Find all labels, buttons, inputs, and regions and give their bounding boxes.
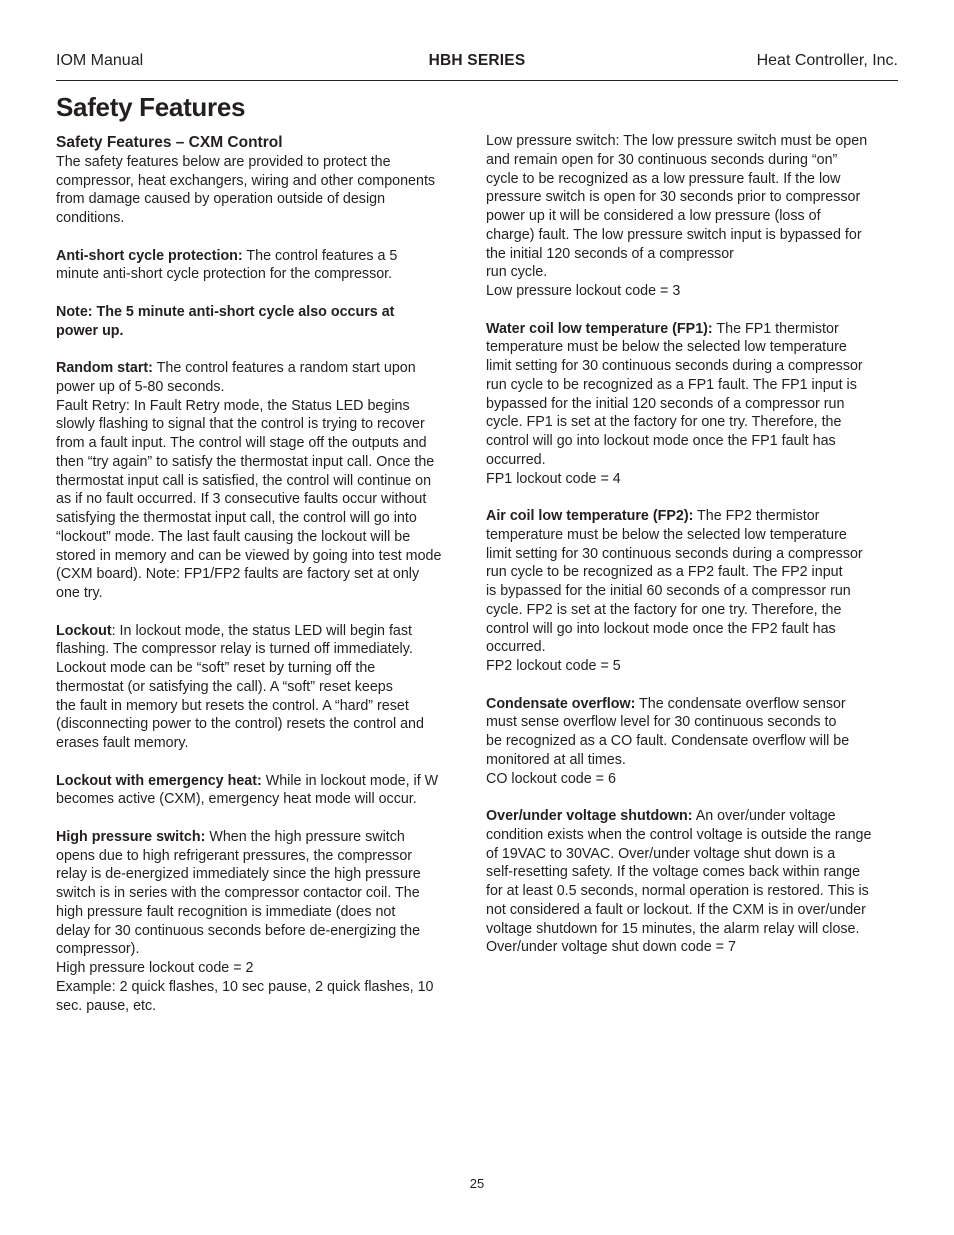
fp1-text: The FP1 thermistor temperature must be below the selected low temperature limit setting for 30 continuous seconds during a compressor run cycle to be recognized as a FP1 fault. The FP1 input is bypassed for the initial 120 seconds of a compressor run cycle. FP1 is set at the factory for one try. Therefore, the control will go into lockout mode once the FP1 fault has occurred. FP1 lockout code = 4: [486, 320, 863, 487]
high-pressure-label: High pressure switch:: [56, 828, 206, 845]
condensate-section: [486, 695, 900, 789]
lockout-emergency-text: While in lockout mode, if W becomes active (CXM), emergency heat mode will occur.: [56, 772, 439, 808]
lockout-label: Lockout: [56, 622, 112, 639]
page-title: Safety Features: [56, 92, 246, 122]
fp2-label: Air coil low temperature (FP2):: [486, 508, 694, 524]
header-series: HBH SERIES: [428, 52, 526, 69]
lockout-section: [56, 622, 468, 753]
left-column: [56, 132, 468, 1015]
lockout-emergency-label: Lockout with emergency heat:: [56, 772, 262, 789]
fp1-section: [486, 320, 900, 489]
condensate-text: The condensate overflow sensor must sense overflow level for 30 continuous seconds to be recognized as a CO fault. Condensate overflow will be monitored at all times. CO lockout code = 6: [486, 695, 850, 787]
fp2-section: [486, 507, 900, 676]
voltage-section: [486, 807, 900, 957]
anti-short-section: [56, 247, 468, 285]
right-column: [486, 132, 900, 957]
random-start-label: Random start:: [56, 360, 153, 376]
header-company: Heat Controller, Inc.: [756, 52, 898, 69]
fp1-label: Water coil low temperature (FP1):: [486, 320, 713, 337]
power-up-note: Note: The 5 minute anti-short cycle also occurs at power up.: [56, 303, 395, 339]
page-header: [56, 52, 898, 76]
high-pressure-section: [56, 828, 468, 1016]
header-manual-type: IOM Manual: [56, 52, 144, 69]
lockout-text: : In lockout mode, the status LED will begin fast flashing. The compressor relay is turned off immediately. Lockout mode can be “soft” reset by turning off the thermostat (or satisfying the call). A “soft” reset keeps the fault in memory but resets the control. A “hard” reset (disconnecting power to the control) resets the control and erases fault memory.: [56, 622, 424, 751]
random-start-section: [56, 359, 468, 603]
anti-short-label: Anti-short cycle protection:: [56, 247, 243, 264]
header-rule: [56, 80, 898, 81]
random-start-text: The control features a random start upon power up of 5-80 seconds. Fault Retry: In Fault Retry mode, the Status LED begins slowly flashing to signal that the control is trying to recover from a fault input. The control will stage off the outputs and then “try again” to satisfy the thermostat input call. Once the thermostat input call is satisfied, the control will continue on as if no fault occurred. If 3 consecutive faults occur without satisfying the thermostat input call, the control will go into “lockout” mode. The last fault causing the lockout will be stored in memory and can be viewed by going into test mode (CXM board). Note: FP1/FP2 faults are factory set at only one try.: [56, 360, 442, 601]
section-subheading: Safety Features – CXM Control: [56, 134, 283, 151]
condensate-label: Condensate overflow:: [486, 695, 636, 712]
voltage-label: Over/under voltage shutdown:: [486, 808, 693, 824]
low-pressure-section: Low pressure switch: The low pressure switch must be open and remain open for 30 continuous seconds during “on” cycle to be recognized as a low pressure fault. If the low pressure switch is open for 30 seconds prior to compressor power up it will be considered a low pressure (loss of charge) fault. The low pressure switch input is bypassed for the initial 120 seconds of a compressor run cycle. Low pressure lockout code = 3: [486, 133, 868, 299]
fp2-text: The FP2 thermistor temperature must be below the selected low temperature limit setting for 30 continuous seconds during a compressor run cycle to be recognized as a FP2 fault. The FP2 input is bypassed for the initial 60 seconds of a compressor run cycle. FP2 is set at the factory for one try. Therefore, the control will go into lockout mode once the FP2 fault has occurred. FP2 lockout code = 5: [486, 508, 863, 674]
intro-section: [56, 134, 468, 228]
anti-short-text: The control features a 5 minute anti-short cycle protection for the compressor.: [56, 247, 398, 283]
voltage-text: An over/under voltage condition exists when the control voltage is outside the range of 19VAC to 30VAC. Over/under voltage shut down is a self-resetting safety. If the voltage comes back within range for at least 0.5 seconds, normal operation is restored. This is not considered a fault or lockout. If the CXM is in over/under voltage shutdown for 15 minutes, the alarm relay will close. Over/under voltage shut down code = 7: [486, 808, 872, 956]
high-pressure-text: When the high pressure switch opens due to high refrigerant pressures, the compressor relay is de-energized immediately since the high pressure switch is in series with the compressor contactor coil. The high pressure fault recognition is immediate (does not delay for 30 continuous seconds before de-energizing the compressor). High pressure lockout code = 2 Example: 2 quick flashes, 10 sec pause, 2 quick flashes, 10 sec. pause, etc.: [56, 828, 434, 1014]
intro-text: The safety features below are provided to protect the compressor, heat exchangers, wiring and other components from damage caused by operation outside of design conditions.: [56, 153, 436, 226]
page-number: 25: [469, 1176, 485, 1191]
lockout-emergency-section: [56, 772, 468, 810]
